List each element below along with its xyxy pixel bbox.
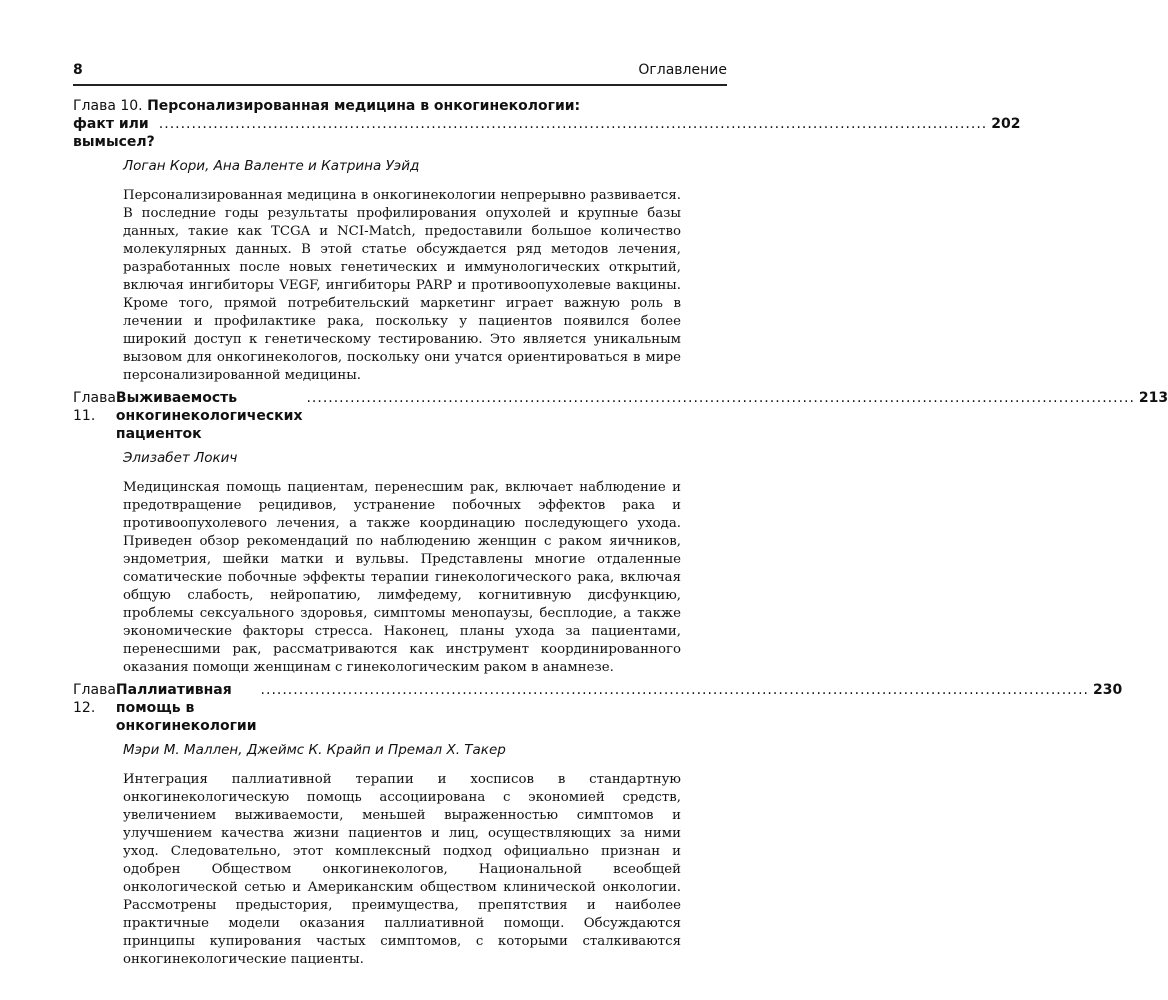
chapter-label: Глава 10. <box>73 98 143 114</box>
chapter-title-text: Персонализированная медицина в онкогинекологии: <box>147 98 581 114</box>
chapter-title-text-cont: факт или вымысел? <box>73 116 155 150</box>
chapter-abstract: Персонализированная медицина в онкогинекологии непрерывно развивается. В последние годы результаты профилирования опухолей и крупные базы данных, такие как TCGA и NCI-Match, предоставили большое количество молекулярных данных. В этой статье обсуждается ряд методов лечения, разработанных после новых генетических и иммунологических открытий, включая ингибиторы VEGF, ингибиторы PARP и противоопухолевые вакцины. Кроме того, прямой потребительский маркетинг играет важную роль в лечении и профилактике рака, поскольку у пациентов появился более широкий доступ к генетическому тестированию. Это является уникальным вызовом для онкогинекологов, поскольку они учатся ориентироваться в мире персонализированной медицины. <box>123 188 681 383</box>
chapter-abstract: Медицинская помощь пациентам, перенесшим рак, включает наблюдение и предотвращение рецидивов, устранение побочных эффектов рака и противоопухолевого лечения, а также координацию последующего ухода. Приведен обзор рекомендаций по наблюдению женщин с раком яичников, эндометрия, шейки матки и вульвы. Представлены многие отдаленные соматические побочные эффекты терапии гинекологического рака, включая общую слабость, нейропатию, лимфедему, когнитивную дисфункцию, проблемы сексуального здоровья, симптомы менопаузы, бесплодие, а также экономические факторы стресса. Наконец, планы ухода за пациентами, перенесшими рак, рассматриваются как инструмент координированного оказания помощи женщинам с гинекологическим раком в анамнезе. <box>123 480 681 675</box>
chapter-authors: Мэри М. Маллен, Джеймс К. Крайп и Премал Х. Такер <box>123 742 506 758</box>
chapter-abstract: Интеграция паллиативной терапии и хосписов в стандартную онкогинекологическую помощь ассоциирована с экономией средств, увеличением выживаемости, меньшей выраженностью симптомов и улучшением качества жизни пациентов и лиц, осуществляющих за ними уход. Следовательно, этот комплексный подход официально признан и одобрен Обществом онкогинекологов, Национальной всеобщей онкологической сетью и Американским обществом клинической онкологии. Рассмотрены предыстория, преимущества, препятствия и наиболее практичные модели оказания паллиативной помощи. Обсуждаются принципы купирования частых симптомов, с которыми сталкиваются онкогинекологические пациенты. <box>123 772 681 967</box>
chapter-page-number: 213 <box>1138 390 1168 406</box>
chapter-page-number: 202 <box>991 116 1021 132</box>
dot-leader: ........................................................................................................................................................ <box>158 116 988 132</box>
page-number: 8 <box>73 62 83 78</box>
chapter-title[interactable] <box>73 389 1168 443</box>
running-head: Оглавление <box>638 62 727 78</box>
chapter-label: Глава 11. <box>73 390 116 424</box>
chapter-authors: Логан Кори, Ана Валенте и Катрина Уэйд <box>123 158 420 174</box>
chapter-authors: Элизабет Локич <box>123 450 238 466</box>
chapter-title[interactable] <box>73 97 1021 151</box>
dot-leader: ........................................................................................................................................................ <box>306 390 1135 406</box>
chapter-label: Глава 12. <box>73 682 116 716</box>
chapter-title-text: Выживаемость онкогинекологических пациенток <box>115 390 303 442</box>
page-header <box>73 58 727 86</box>
toc-entry-chapter-10 <box>73 97 1021 385</box>
chapter-page-number: 230 <box>1092 682 1123 698</box>
chapter-title[interactable] <box>73 681 1123 735</box>
toc-entry-chapter-11 <box>73 389 1168 677</box>
dot-leader: ........................................................................................................................................................ <box>260 682 1089 698</box>
table-of-contents <box>73 97 1168 973</box>
toc-entry-chapter-12 <box>73 681 1123 969</box>
chapter-title-text: Паллиативная помощь в онкогинекологии <box>115 682 257 734</box>
